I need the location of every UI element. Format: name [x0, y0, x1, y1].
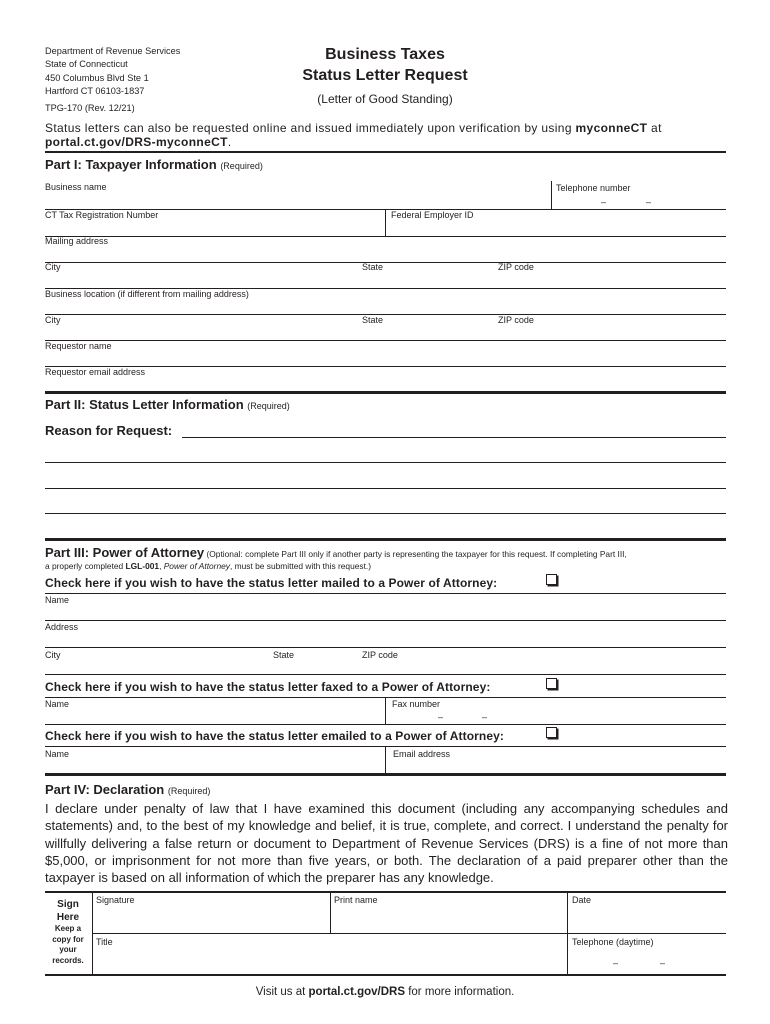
- requestor-name-field[interactable]: Requestor name: [45, 341, 112, 351]
- field-divider: [385, 746, 386, 773]
- field-line: [45, 236, 726, 237]
- title-field[interactable]: Title: [96, 937, 113, 947]
- state-field[interactable]: State: [362, 315, 384, 325]
- footer-text: [0, 986, 770, 998]
- intro-at: at: [647, 121, 662, 135]
- part3-title: Part III: Power of Attorney: [45, 545, 205, 560]
- signature-box-top: [45, 891, 726, 893]
- phone-dash: –: [646, 197, 652, 207]
- field-line: [45, 674, 726, 675]
- mail-poa-question: Check here if you wish to have the status letter mailed to a Power of Attorney:: [45, 576, 498, 590]
- email-poa-checkbox[interactable]: [546, 727, 557, 738]
- mail-poa-checkbox[interactable]: [546, 574, 557, 585]
- keep-copy-line: records.: [52, 955, 84, 965]
- poa-zip-field[interactable]: ZIP code: [362, 650, 398, 660]
- portal-link[interactable]: portal.ct.gov/DRS-myconneCT: [45, 134, 228, 149]
- poa-email-field[interactable]: Email address: [393, 749, 451, 759]
- part1-title: Part I: Taxpayer Information: [45, 157, 217, 172]
- tax-registration-field[interactable]: CT Tax Registration Number: [45, 210, 159, 220]
- footer-link[interactable]: portal.ct.gov/DRS: [308, 986, 406, 998]
- zip-field[interactable]: ZIP code: [498, 262, 534, 272]
- divider: [45, 151, 726, 153]
- agency-line: State of Connecticut: [45, 59, 128, 70]
- part2-title: Part II: Status Letter Information: [45, 397, 244, 412]
- email-poa-question: Check here if you wish to have the status letter emailed to a Power of Attorney:: [45, 729, 504, 743]
- state-field[interactable]: State: [362, 262, 384, 272]
- field-line: [45, 366, 726, 367]
- reason-label: Reason for Request:: [45, 423, 173, 438]
- date-field[interactable]: Date: [572, 895, 592, 905]
- form-subtitle: (Letter of Good Standing): [317, 92, 453, 106]
- city-field[interactable]: City: [45, 315, 61, 325]
- business-location-field[interactable]: Business location (if different from mailing address): [45, 289, 249, 299]
- part3-heading: [45, 545, 627, 560]
- fax-poa-question: Check here if you wish to have the status letter faxed to a Power of Attorney:: [45, 680, 491, 694]
- poa-form-title: Power of Attorney: [163, 561, 230, 571]
- fax-poa-checkbox[interactable]: [546, 678, 557, 689]
- sign-here-label: [45, 898, 91, 966]
- agency-line: Department of Revenue Services: [45, 46, 181, 56]
- city-field[interactable]: City: [45, 262, 61, 272]
- field-line: [45, 724, 726, 725]
- poa-fax-field[interactable]: Fax number: [392, 699, 441, 709]
- field-divider: [385, 209, 386, 236]
- poa-name-field[interactable]: Name: [45, 595, 70, 605]
- field-line: [92, 933, 726, 934]
- requestor-email-field[interactable]: Requestor email address: [45, 367, 146, 377]
- field-line: [45, 593, 726, 594]
- agency-line: Hartford CT 06103-1837: [45, 85, 145, 96]
- intro-before: Status letters can also be requested online and issued immediately upon verification by using: [45, 121, 576, 135]
- part4-required: (Required): [167, 786, 211, 796]
- form-title-line2: Status Letter Request: [302, 67, 468, 84]
- here-word: Here: [56, 912, 80, 923]
- declaration-text: I declare under penalty of law that I have examined this document (including any accompanying schedules and statements) and, to the best of my knowledge and belief, it is true, complete, and correct. I understand the penalty for willfully delivering a false return or document to Department of Revenue Services (DRS) is a fine of not more than $5,000, or imprisonment for not more than five years, or both. The declaration of a paid preparer other than the taxpayer is based on all information of which the preparer has any knowledge.: [45, 801, 728, 886]
- agency-address: [45, 45, 180, 98]
- field-line: [45, 340, 726, 341]
- mailing-address-field[interactable]: Mailing address: [45, 236, 109, 246]
- poa-state-field[interactable]: State: [273, 650, 295, 660]
- form-title-line1: Business Taxes: [325, 46, 445, 63]
- fax-dash: –: [438, 712, 444, 722]
- field-line: [45, 314, 726, 315]
- signature-field[interactable]: Signature: [96, 895, 135, 905]
- field-divider: [551, 181, 552, 209]
- business-name-field[interactable]: Business name: [45, 182, 107, 192]
- phone-dash: –: [601, 197, 607, 207]
- keep-copy-line: copy for: [52, 934, 84, 944]
- field-line: [45, 620, 726, 621]
- poa-city-field[interactable]: City: [45, 650, 61, 660]
- intro-text: [45, 122, 730, 149]
- poa-name-field[interactable]: Name: [45, 699, 70, 709]
- phone-dash: –: [660, 958, 666, 968]
- agency-line: 450 Columbus Blvd Ste 1: [45, 72, 149, 83]
- fax-dash: –: [482, 712, 488, 722]
- part4-title: Part IV: Declaration: [45, 782, 165, 797]
- telephone-field[interactable]: Telephone number: [556, 183, 631, 193]
- section-divider: [45, 538, 726, 541]
- reason-input-line[interactable]: [45, 513, 726, 514]
- poa-address-field[interactable]: Address: [45, 622, 79, 632]
- field-line: [45, 262, 726, 263]
- app-name: myconneCT: [575, 121, 648, 135]
- signature-box-bottom: [45, 974, 726, 976]
- print-name-field[interactable]: Print name: [334, 895, 378, 905]
- footer-after: for more information.: [405, 986, 515, 998]
- reason-input-line[interactable]: [182, 437, 726, 438]
- note-text: ,: [159, 561, 164, 571]
- daytime-telephone-field[interactable]: Telephone (daytime): [572, 937, 654, 947]
- part1-required: (Required): [220, 161, 263, 171]
- footer-before: Visit us at: [255, 986, 309, 998]
- note-text: , must be submitted with this request.): [229, 561, 372, 571]
- reason-input-line[interactable]: [45, 488, 726, 489]
- keep-copy-line: Keep a: [54, 924, 82, 933]
- phone-dash: –: [613, 958, 619, 968]
- keep-copy-line: your: [59, 945, 77, 954]
- fein-field[interactable]: Federal Employer ID: [391, 210, 474, 220]
- note-text: a properly completed: [45, 561, 126, 571]
- form-lgl001: LGL-001: [125, 561, 160, 571]
- part1-heading: [45, 157, 263, 172]
- section-divider: [45, 391, 726, 394]
- poa-name-field[interactable]: Name: [45, 749, 70, 759]
- section-divider: [45, 773, 726, 776]
- part3-optional-note: (Optional: complete Part III only if another party is representing the taxpayer for this request. If completing Part III,: [204, 549, 627, 559]
- part2-required: (Required): [247, 401, 290, 411]
- intro-end: .: [227, 134, 232, 149]
- part2-heading: [45, 397, 290, 412]
- form-number: TPG-170 (Rev. 12/21): [45, 103, 135, 113]
- zip-field[interactable]: ZIP code: [498, 315, 534, 325]
- field-line: [45, 647, 726, 648]
- field-divider: [330, 891, 331, 933]
- part4-heading: [45, 782, 210, 797]
- field-divider: [385, 697, 386, 724]
- part3-note-continued: [45, 561, 371, 571]
- sign-word: Sign: [57, 899, 79, 910]
- reason-input-line[interactable]: [45, 462, 726, 463]
